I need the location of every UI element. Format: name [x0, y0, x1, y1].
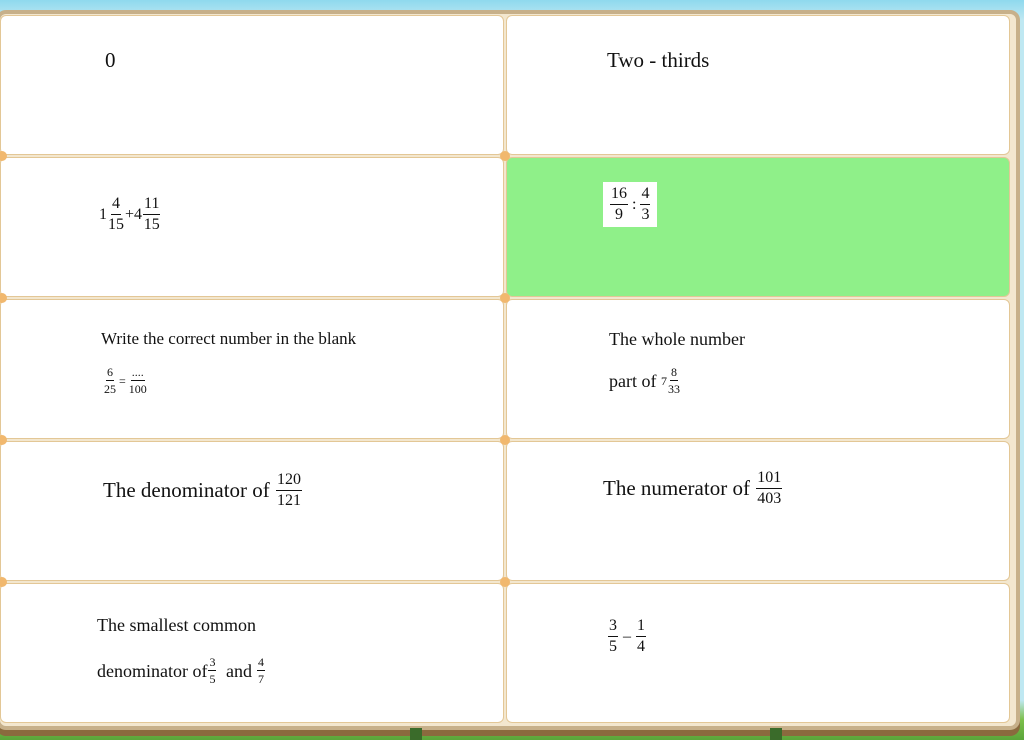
expression	[603, 182, 657, 227]
grid-peg	[500, 435, 510, 445]
numerator: 4	[111, 196, 121, 215]
grid-peg	[500, 577, 510, 587]
card-text: part of	[609, 370, 657, 391]
numerator: 16	[610, 186, 628, 205]
expression	[97, 656, 266, 685]
denominator: 15	[108, 216, 124, 233]
operator: +	[125, 205, 135, 223]
card-text: The whole number	[609, 329, 745, 349]
numerator: 4	[257, 655, 264, 669]
card-text: The denominator of	[103, 478, 270, 502]
grid-peg	[500, 151, 510, 161]
ground-decoration	[770, 728, 782, 740]
denominator: 15	[143, 216, 160, 233]
whole-part: 7	[660, 373, 667, 388]
operator: :	[632, 195, 637, 213]
equals-sign: =	[119, 373, 126, 388]
numerator: 8	[670, 365, 677, 379]
denominator: 121	[277, 492, 302, 509]
numerator: 1	[636, 618, 646, 637]
denominator: 5	[609, 638, 617, 655]
card-text: 0	[105, 48, 116, 72]
fraction	[276, 472, 302, 509]
expression	[103, 366, 148, 395]
fraction	[756, 470, 782, 507]
card-division-selected[interactable]	[506, 157, 1010, 297]
card-text: Write the correct number in the blank	[101, 329, 357, 348]
card-subtraction[interactable]	[506, 583, 1010, 723]
card-fill-blank[interactable]	[0, 299, 504, 439]
expression	[609, 366, 681, 395]
card-smallest-common-denominator[interactable]	[0, 583, 504, 723]
denominator: 100	[128, 382, 147, 396]
card-whole-number-part[interactable]	[506, 299, 1010, 439]
card-text: The numerator of	[603, 476, 750, 500]
fraction	[668, 366, 680, 395]
card-zero[interactable]	[0, 15, 504, 155]
denominator: 25	[104, 382, 116, 396]
denominator: 5	[209, 672, 216, 686]
numerator: 3	[209, 655, 216, 669]
numerator: 4	[640, 186, 650, 205]
card-denominator-of[interactable]	[0, 441, 504, 581]
card-text: denominator of	[97, 660, 208, 681]
fraction	[208, 656, 216, 685]
fraction	[608, 618, 618, 655]
expression-box	[603, 182, 657, 227]
numerator: 6	[107, 365, 113, 379]
denominator: 403	[757, 490, 782, 507]
card-mixed-sum[interactable]	[0, 157, 504, 297]
operator: –	[623, 627, 631, 645]
whole-part: 4	[134, 205, 143, 223]
denominator: 7	[257, 672, 264, 686]
ground-decoration	[410, 728, 422, 740]
fraction	[129, 366, 147, 395]
denominator: 33	[667, 382, 680, 396]
numerator: 101	[756, 470, 782, 489]
fraction	[636, 618, 646, 655]
fraction	[108, 196, 124, 233]
denominator: 4	[637, 638, 645, 655]
expression	[103, 472, 303, 509]
expression	[99, 196, 161, 233]
card-text: Two - thirds	[607, 48, 710, 72]
expression	[603, 470, 783, 507]
denominator: 3	[641, 206, 650, 223]
whole-part: 1	[99, 205, 107, 223]
denominator: 9	[615, 206, 623, 223]
numerator: 3	[608, 618, 618, 637]
card-two-thirds[interactable]	[506, 15, 1010, 155]
expression	[607, 618, 647, 655]
fraction	[610, 186, 628, 223]
numerator-blank: ....	[131, 365, 144, 379]
card-text: The smallest common	[97, 615, 256, 635]
fraction	[640, 186, 650, 223]
fraction	[257, 656, 265, 685]
card-text: and	[225, 660, 252, 681]
grid-peg	[500, 293, 510, 303]
numerator: 120	[276, 472, 302, 491]
card-numerator-of[interactable]	[506, 441, 1010, 581]
fraction	[143, 196, 160, 233]
fraction	[104, 366, 116, 395]
numerator: 11	[143, 196, 160, 215]
